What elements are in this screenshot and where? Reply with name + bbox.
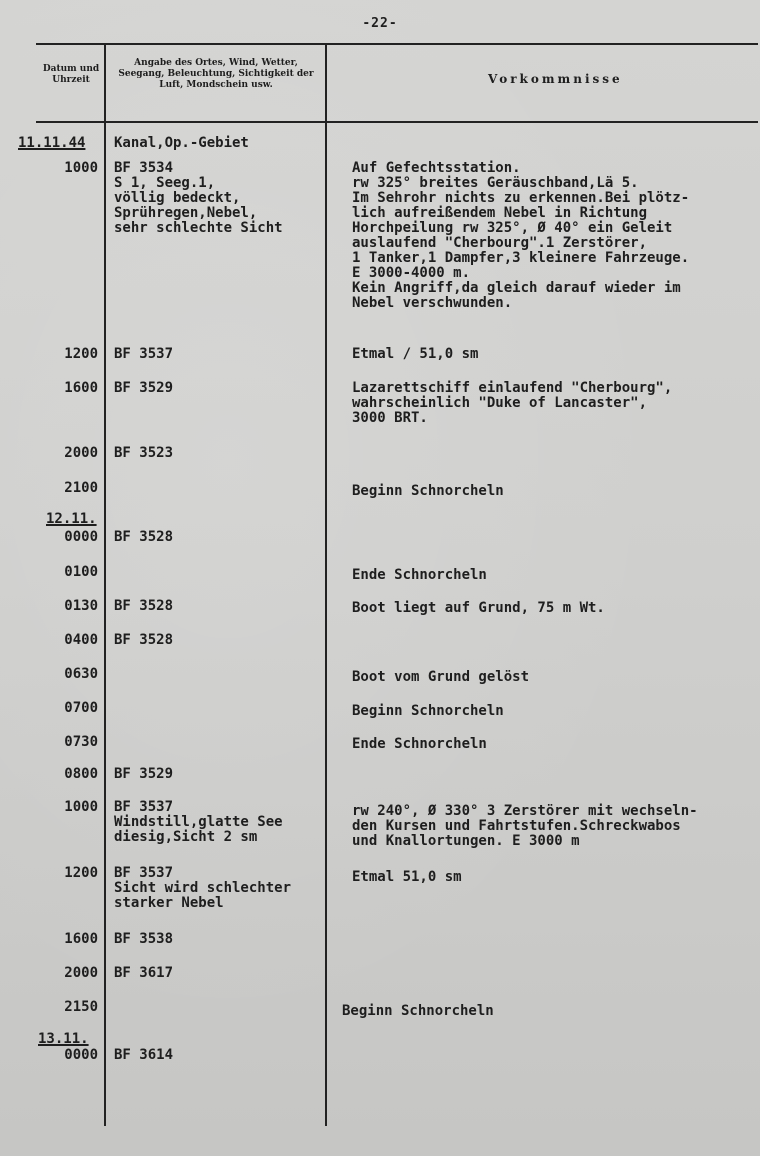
time-cell: 0130 bbox=[64, 598, 98, 614]
event-cell: rw 240°, Ø 330° 3 Zerstörer mit wechseln- den Kursen und Fahrtstufen.Schreckwabos und Knallortungen. E 3000 m bbox=[352, 803, 698, 849]
position-cell: BF 3538 bbox=[114, 931, 174, 947]
time-cell: 1600 bbox=[64, 931, 98, 947]
position-cell: BF 3528 bbox=[114, 529, 174, 545]
event-cell: Ende Schnorcheln bbox=[352, 567, 487, 583]
position-cell: BF 3529 bbox=[114, 380, 174, 396]
time-cell: 1000 bbox=[64, 799, 98, 815]
time-cell: 2100 bbox=[64, 480, 98, 496]
time-cell: 1200 bbox=[64, 865, 98, 881]
position-cell: BF 3617 bbox=[114, 965, 174, 981]
time-cell: 0630 bbox=[64, 666, 98, 682]
event-cell: Ende Schnorcheln bbox=[352, 736, 487, 752]
event-cell: Etmal 51,0 sm bbox=[352, 869, 462, 885]
time-cell: 2150 bbox=[64, 999, 98, 1015]
event-cell: Boot vom Grund gelöst bbox=[352, 669, 530, 685]
time-cell: 0730 bbox=[64, 734, 98, 750]
event-cell: Beginn Schnorcheln bbox=[352, 483, 504, 499]
time-cell: 0400 bbox=[64, 632, 98, 648]
header-bottom-rule bbox=[36, 121, 758, 123]
position-cell: BF 3523 bbox=[114, 445, 174, 461]
time-cell: 0700 bbox=[64, 700, 98, 716]
time-cell: 0100 bbox=[64, 564, 98, 580]
column-divider-2 bbox=[325, 44, 327, 1126]
page-number: -22- bbox=[362, 16, 398, 31]
event-cell: Etmal / 51,0 sm bbox=[352, 346, 479, 362]
date-cell: 12.11. bbox=[46, 511, 97, 527]
time-cell: 1600 bbox=[64, 380, 98, 396]
position-cell: BF 3529 bbox=[114, 766, 174, 782]
header-date-time: Datum und Uhrzeit bbox=[42, 64, 100, 85]
event-cell: Lazarettschiff einlaufend "Cherbourg", wahrscheinlich "Duke of Lancaster", 3000 BRT. bbox=[352, 380, 673, 426]
time-cell: 0800 bbox=[64, 766, 98, 782]
position-cell: BF 3537 Sicht wird schlechter starker Nebel bbox=[114, 865, 292, 911]
time-cell: 2000 bbox=[64, 445, 98, 461]
date-cell: 11.11.44 bbox=[18, 135, 86, 151]
time-cell: 1200 bbox=[64, 346, 98, 362]
position-cell: BF 3528 bbox=[114, 598, 174, 614]
header-events: Vorkommnisse bbox=[488, 72, 623, 86]
time-cell: 2000 bbox=[64, 965, 98, 981]
position-cell: Kanal,Op.-Gebiet bbox=[114, 135, 249, 151]
position-cell: BF 3614 bbox=[114, 1047, 174, 1063]
column-divider-1 bbox=[104, 44, 106, 1126]
event-cell: Beginn Schnorcheln bbox=[352, 703, 504, 719]
position-cell: BF 3537 Windstill,glatte See diesig,Sicht 2 sm bbox=[114, 799, 283, 845]
position-cell: BF 3537 bbox=[114, 346, 174, 362]
event-cell: Auf Gefechtsstation. rw 325° breites Geräuschband,Lä 5. Im Sehrohr nichts zu erkennen.Bei plötz- lich aufreißendem Nebel in Richtung Horchpeilung rw 325°, Ø 40° ein Geleit auslaufend "Cherbourg".1 Zerstörer, 1 Tanker,1 Dampfer,3 kleinere Fahrzeuge. E 3000-4000 m. Kein Angriff,da gleich darauf wieder im Nebel verschwunden. bbox=[352, 160, 690, 311]
time-cell: 0000 bbox=[64, 1047, 98, 1063]
time-cell: 1000 bbox=[64, 160, 98, 176]
header-location-weather: Angabe des Ortes, Wind, Wetter, Seegang, Beleuchtung, Sichtigkeit der Luft, Mondschein usw. bbox=[118, 58, 314, 90]
table-top-rule bbox=[36, 43, 758, 45]
position-cell: BF 3528 bbox=[114, 632, 174, 648]
time-cell: 0000 bbox=[64, 529, 98, 545]
date-cell: 13.11. bbox=[38, 1031, 89, 1047]
position-cell: BF 3534 S 1, Seeg.1, völlig bedeckt, Sprühregen,Nebel, sehr schlechte Sicht bbox=[114, 160, 283, 236]
event-cell: Boot liegt auf Grund, 75 m Wt. bbox=[352, 600, 605, 616]
event-cell: Beginn Schnorcheln bbox=[342, 1003, 494, 1019]
